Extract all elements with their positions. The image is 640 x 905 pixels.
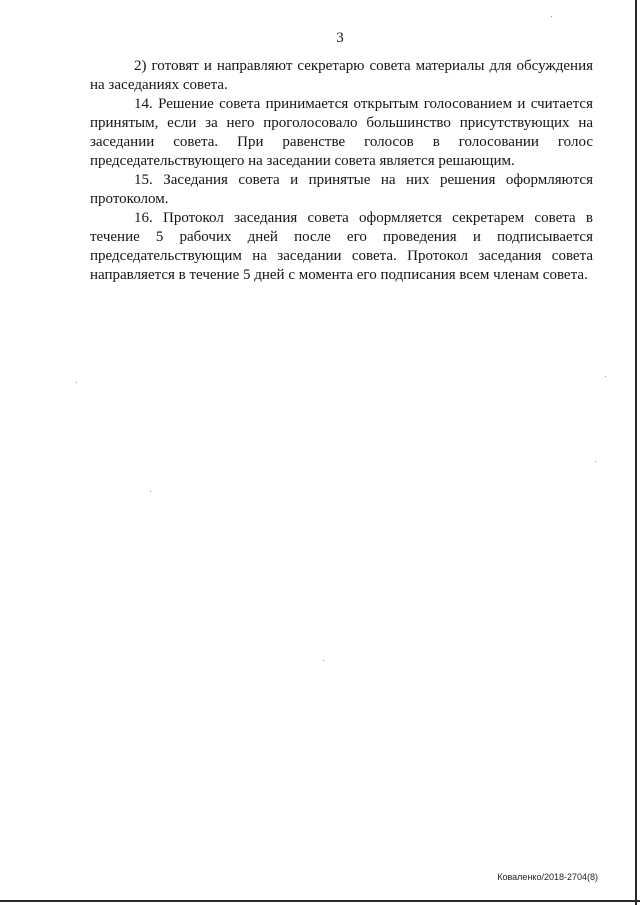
paragraph-14: 14. Решение совета принимается открытым голосованием и считается принятым, если за него проголосовало большинство присутствующих на заседании совета. При равенстве голосов в голосовании голос председательствующего на заседании совета является решающим.: [90, 96, 593, 169]
scan-speck: [595, 461, 596, 462]
scan-edge-right: [635, 0, 637, 905]
paragraph-15: 15. Заседания совета и принятые на них решения оформляются протоколом.: [90, 172, 593, 207]
scan-speck: [605, 376, 606, 377]
document-footer-code: Коваленко/2018-2704(8): [497, 872, 598, 882]
scan-speck: [76, 382, 77, 383]
page-number: 3: [336, 30, 344, 46]
scan-speck: [323, 660, 324, 661]
paragraph-item-2: 2) готовят и направляют секретарю совета материалы для обсуждения на заседаниях совета.: [90, 58, 593, 93]
scan-speck: [150, 491, 151, 492]
scan-edge-bottom: [0, 900, 640, 902]
document-body: [90, 57, 593, 285]
paragraph-16: 16. Протокол заседания совета оформляется секретарем совета в течение 5 рабочих дней после его проведения и подписывается председательствующим на заседании совета. Протокол заседания совета направляется в течение 5 дней с момента его подписания всем членам совета.: [90, 210, 593, 283]
scan-speck: [551, 16, 552, 17]
